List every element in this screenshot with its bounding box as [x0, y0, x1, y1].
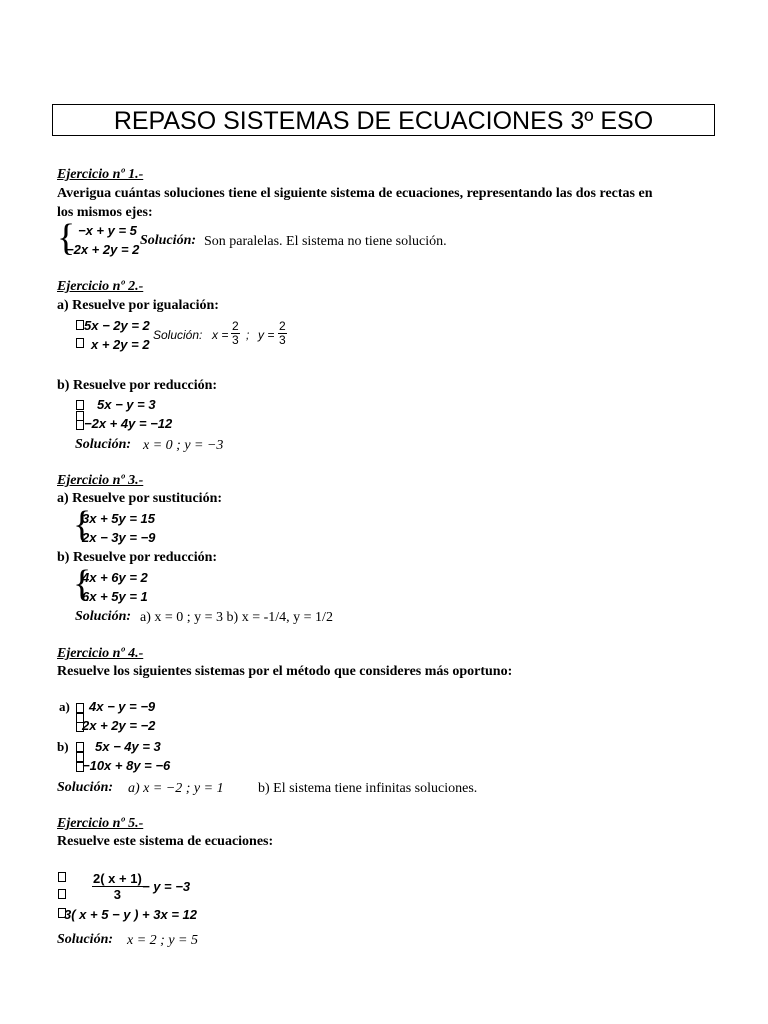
- missing-glyph-icon: [76, 400, 84, 410]
- fraction-numerator: 2: [279, 319, 286, 333]
- exercise-5-equation-1-fraction: [92, 871, 143, 902]
- exercise-2b-solution-text: x = 0 ; y = −3: [143, 438, 224, 453]
- fraction-denominator: 3: [113, 887, 121, 902]
- missing-glyph-icon: [76, 420, 84, 430]
- exercise-1-prompt-line-2: los mismos ejes:: [57, 205, 153, 220]
- fraction-numerator: 2: [232, 319, 239, 333]
- fraction-numerator: 2( x + 1): [93, 871, 142, 886]
- exercise-3-solution-label: Solución:: [75, 609, 132, 624]
- exercise-3b-equation-1: 4x + 6y = 2: [82, 570, 148, 585]
- page-title: REPASO SISTEMAS DE ECUACIONES 3º ESO: [113, 107, 654, 135]
- exercise-5-solution-text: x = 2 ; y = 5: [127, 933, 198, 948]
- exercise-3a-equation-1: 3x + 5y = 15: [82, 511, 156, 526]
- exercise-3a-equation-2: 2x − 3y = −9: [82, 530, 156, 545]
- fraction-denominator: 3: [279, 333, 286, 347]
- exercise-3-solution-text: a) x = 0 ; y = 3 b) x = -1/4, y = 1/2: [140, 610, 333, 625]
- exercise-2-part-b: b) Resuelve por reducción:: [57, 378, 218, 393]
- exercise-2b-equation-1: 5x − y = 3: [97, 397, 156, 412]
- missing-glyph-icon: [76, 742, 84, 752]
- exercise-4b-solution-text: b) El sistema tiene infinitas soluciones.: [258, 781, 478, 796]
- missing-glyph-icon: [58, 872, 66, 882]
- exercise-4-solution-label: Solución:: [57, 780, 114, 795]
- exercise-3b-equation-2: 6x + 5y = 1: [82, 589, 148, 604]
- exercise-4-heading: Ejercicio nº 4.-: [57, 646, 144, 661]
- exercise-5-heading: Ejercicio nº 5.-: [57, 816, 144, 831]
- exercise-4-prompt: Resuelve los siguientes sistemas por el método que consideres más oportuno:: [57, 664, 513, 679]
- exercise-2a-solution-label: Solución:: [153, 328, 203, 342]
- exercise-5-solution-label: Solución:: [57, 932, 114, 947]
- exercise-5-prompt: Resuelve este sistema de ecuaciones:: [57, 834, 274, 849]
- exercise-1-equation-2: −2x + 2y = 2: [66, 242, 140, 257]
- exercise-2a-equation-2: x + 2y = 2: [91, 337, 150, 352]
- exercise-2-part-a: a) Resuelve por igualación:: [57, 298, 219, 313]
- exercise-4a-equation-1: 4x − y = −9: [89, 699, 156, 714]
- exercise-4b-label: b): [57, 739, 69, 754]
- exercise-4b-equation-2: −10x + 8y = −6: [82, 758, 171, 773]
- exercise-1-prompt-line-1: Averigua cuántas soluciones tiene el siguiente sistema de ecuaciones, representando las dos rectas en: [57, 186, 653, 201]
- system-brace-icon: {: [73, 563, 92, 605]
- exercise-3-part-b: b) Resuelve por reducción:: [57, 550, 218, 565]
- exercise-4a-equation-2: 2x + 2y = −2: [82, 718, 156, 733]
- exercise-5-equation-2: 3( x + 5 − y ) + 3x = 12: [64, 907, 197, 922]
- exercise-2a-y-label: y =: [258, 328, 275, 342]
- exercise-2a-y-fraction: [278, 320, 287, 347]
- system-brace-icon: {: [57, 217, 76, 259]
- exercise-2b-solution-label: Solución:: [75, 437, 132, 452]
- exercise-4b-equation-1: 5x − 4y = 3: [95, 739, 161, 754]
- exercise-4a-solution-text: a) x = −2 ; y = 1: [128, 781, 224, 796]
- missing-glyph-icon: [76, 320, 84, 330]
- exercise-2a-x-label: x =: [212, 328, 229, 342]
- missing-glyph-icon: [58, 889, 66, 899]
- exercise-2a-separator: ;: [246, 328, 250, 342]
- exercise-3-part-a: a) Resuelve por sustitución:: [57, 491, 223, 506]
- exercise-4a-label: a): [59, 699, 70, 714]
- fraction-denominator: 3: [232, 333, 239, 347]
- system-brace-icon: {: [73, 504, 92, 546]
- exercise-3-heading: Ejercicio nº 3.-: [57, 473, 144, 488]
- exercise-1-solution-label: Solución:: [140, 233, 197, 248]
- exercise-1-heading: Ejercicio nº 1.-: [57, 167, 144, 182]
- missing-glyph-icon: [76, 703, 84, 713]
- exercise-5-equation-1-rest: − y = −3: [142, 879, 191, 894]
- exercise-1-solution-text: Son paralelas. El sistema no tiene solución.: [204, 234, 447, 249]
- missing-glyph-icon: [76, 338, 84, 348]
- exercise-2-heading: Ejercicio nº 2.-: [57, 279, 144, 294]
- exercise-2b-equation-2: −2x + 4y = −12: [84, 416, 173, 431]
- title-box: [52, 104, 715, 136]
- exercise-2a-equation-1: 5x − 2y = 2: [84, 318, 150, 333]
- exercise-2a-x-fraction: [231, 320, 240, 347]
- exercise-1-equation-1: −x + y = 5: [78, 223, 137, 238]
